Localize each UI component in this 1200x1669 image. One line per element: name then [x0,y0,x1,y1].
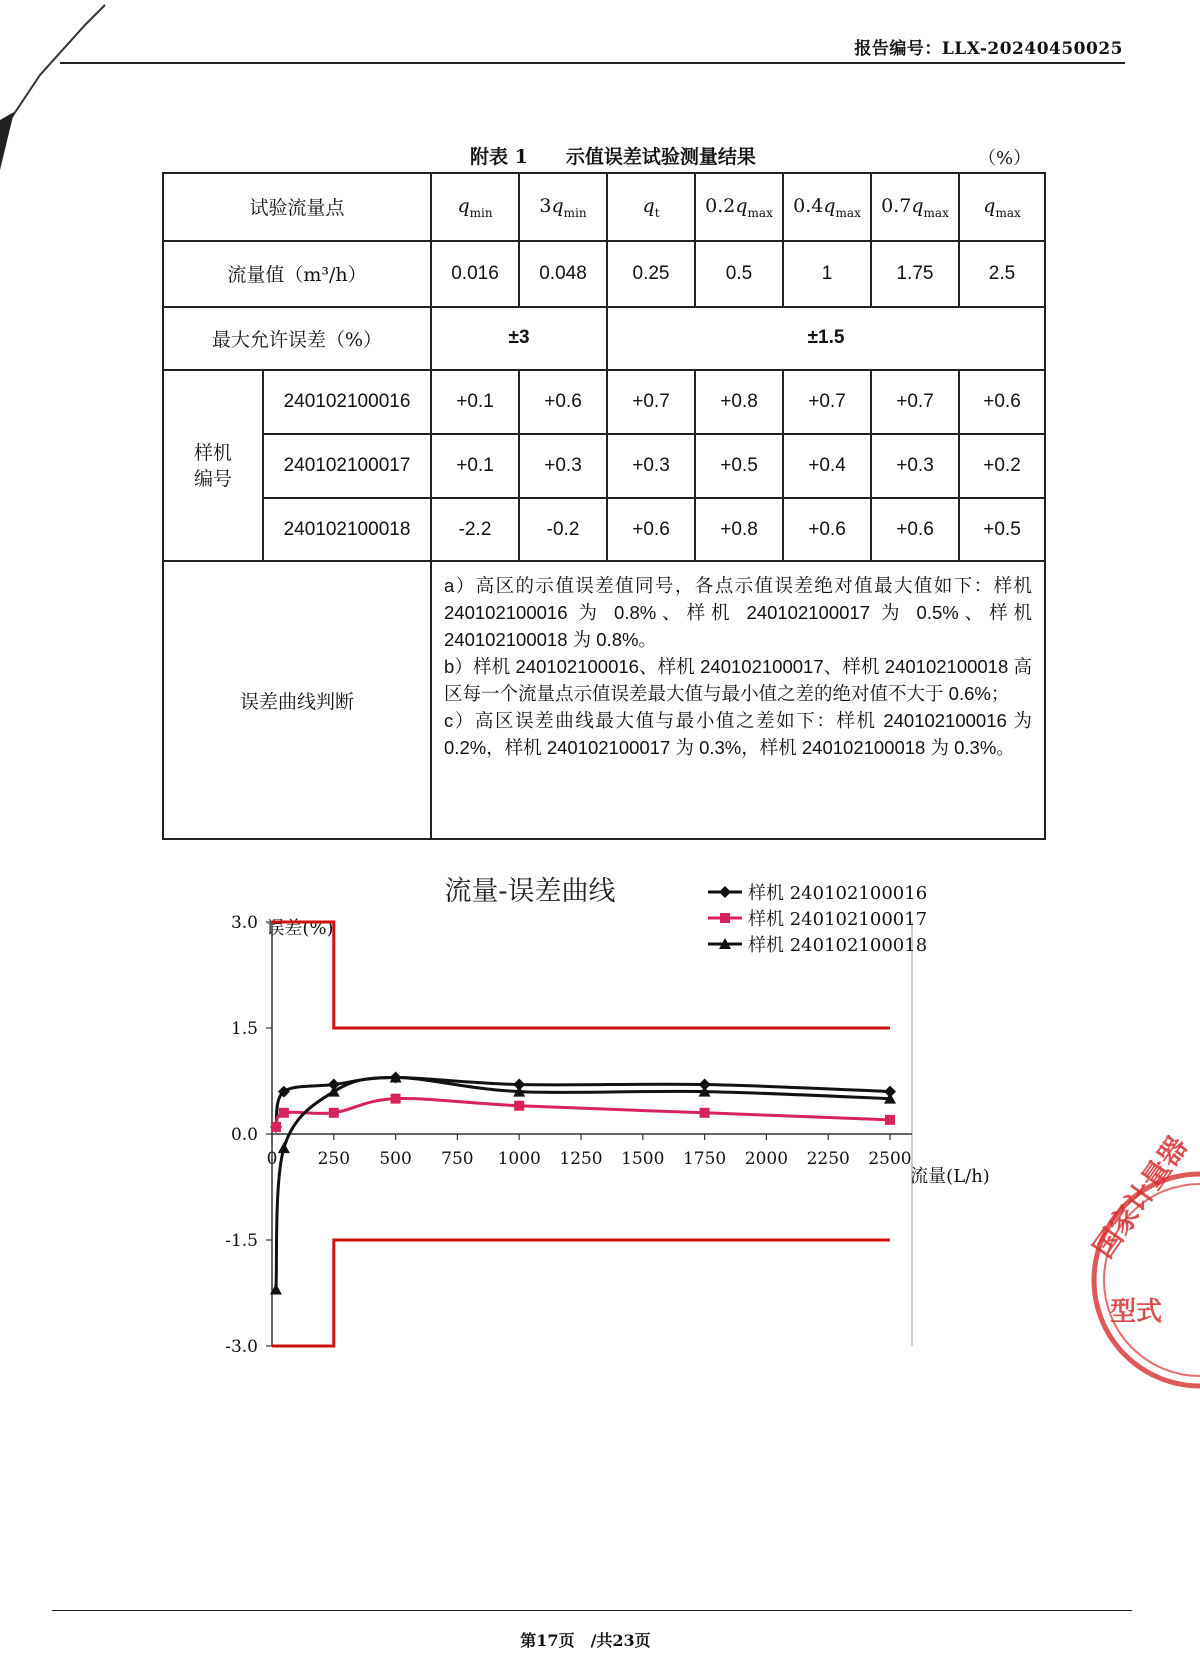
y-tick-label: 1.5 [230,1019,258,1039]
error-cell: +0.3 [519,434,607,498]
mpe-high-cell: ±1.5 [607,307,1045,371]
row-mpe [163,307,1045,371]
error-cell: +0.1 [431,370,519,434]
point-cell: $0.4q_{max}$ [783,173,871,241]
x-tick-label: 1250 [559,1149,603,1169]
table-unit: （%） [978,148,1032,169]
error-cell: +0.3 [871,434,959,498]
error-cell: +0.3 [607,434,695,498]
error-cell: +0.6 [519,370,607,434]
x-tick-label: 750 [441,1149,474,1169]
error-cell: +0.7 [607,370,695,434]
label-judgement: 误差曲线判断 [163,561,431,839]
row-sample-3 [163,498,1045,562]
page-number: 第17页 /共23页 [520,1631,651,1650]
chart-title: 流量-误差曲线 [444,876,616,907]
data-point-marker [720,913,730,923]
x-axis-label: 流量(L/h) [910,1166,990,1187]
x-tick-label: 1750 [682,1149,727,1169]
x-tick-label: 2250 [806,1149,850,1169]
flow-error-chart [225,860,1020,1470]
judgement-item-b: b）样机 240102100016、样机 240102100017、样机 240102100018 高区每一个流量点示值误差最大值与最小值之差的绝对值不大于 0.6%； [444,656,1033,705]
error-cell: +0.6 [959,370,1045,434]
judgement-item-c: c）高区误差曲线最大值与最小值之差如下：样机 240102100016 为 0.2%，样机 240102100017 为 0.3%，样机 240102100018 为 0.3%。 [444,710,1033,759]
series-line-2 [276,1099,890,1127]
flow-value-cell: 0.016 [431,241,519,307]
label-test-point: 试验流量点 [163,173,431,241]
y-tick-label: 0.0 [230,1125,258,1145]
legend-entry-label: 样机 240102100016 [748,883,928,904]
x-tick-label: 1000 [497,1149,541,1169]
scan-edge-mark [0,0,110,170]
error-cell: -2.2 [431,498,519,562]
error-cell: +0.6 [783,498,871,562]
error-cell: +0.6 [607,498,695,562]
sample-id-cell: 240102100017 [263,434,431,498]
flow-value-cell: 2.5 [959,241,1045,307]
limit-line-lower [272,1240,890,1346]
y-axis-label: 误差(%) [266,918,334,939]
svg-text:型式: 型式 [1110,1297,1163,1327]
flow-value-cell: 0.048 [519,241,607,307]
error-cell: +0.5 [695,434,783,498]
error-cell: -0.2 [519,498,607,562]
footer-rule [52,1610,1132,1611]
sample-id-cell: 240102100018 [263,498,431,562]
label-mpe: 最大允许误差（%） [163,307,431,371]
row-sample-2 [163,434,1045,498]
error-cell: +0.5 [959,498,1045,562]
error-cell: +0.7 [783,370,871,434]
svg-text:国家计量器: 国家计量器 [1086,1130,1195,1265]
x-tick-label: 0 [266,1149,278,1169]
mpe-low-cell: ±3 [431,307,607,371]
data-point-marker [328,1086,340,1097]
error-cell: +0.1 [431,434,519,498]
point-cell: $q_{min}$ [431,173,519,241]
label-flow-value: 流量值（m³/h） [163,241,431,307]
point-cell: $0.2q_{max}$ [695,173,783,241]
data-point-marker [329,1108,339,1118]
point-cell: $q_{max}$ [959,173,1045,241]
x-tick-label: 1500 [621,1149,665,1169]
header-rule [60,62,1125,64]
y-tick-label: 3.0 [230,913,258,933]
error-cell: +0.7 [871,370,959,434]
point-cell: $q_t$ [607,173,695,241]
judgement-text [431,561,1045,839]
point-cell: $3q_{min}$ [519,173,607,241]
flow-value-cell: 1 [783,241,871,307]
data-point-marker [719,886,731,898]
error-cell: +0.4 [783,434,871,498]
flow-value-cell: 0.5 [695,241,783,307]
data-point-marker [391,1094,401,1104]
table-caption: 附表 1 示值误差试验测量结果 [470,146,756,168]
y-tick-label: -3.0 [225,1337,258,1357]
label-sample: 样机 编号 [163,370,263,561]
row-flow-value [163,241,1045,307]
sample-id-cell: 240102100016 [263,370,431,434]
data-point-marker [514,1101,524,1111]
inspection-seal-stamp [1080,1130,1200,1400]
y-tick-label: -1.5 [225,1231,258,1251]
judgement-item-a: a）高区的示值误差值同号，各点示值误差绝对值最大值如下：样机 240102100016 为 0.8%、样机 240102100017 为 0.5%、样机 240102100018 为 0.8%。 [444,575,1033,651]
x-tick-label: 500 [379,1149,412,1169]
flow-value-cell: 0.25 [607,241,695,307]
error-cell: +0.8 [695,370,783,434]
results-table [162,172,1046,840]
flow-value-cell: 1.75 [871,241,959,307]
data-point-marker [271,1122,281,1132]
data-point-marker [278,1142,290,1153]
error-cell: +0.2 [959,434,1045,498]
data-point-marker [700,1108,710,1118]
row-judgement [163,561,1045,839]
data-point-marker [885,1115,895,1125]
chart-svg [225,860,1020,1470]
row-sample-1 [163,370,1045,434]
x-tick-label: 2500 [868,1149,912,1169]
legend-entry-label: 样机 240102100017 [748,909,928,930]
row-test-point [163,173,1045,241]
report-number: 报告编号：LLX-20240450025 [854,39,1123,59]
error-cell: +0.6 [871,498,959,562]
legend-entry-label: 样机 240102100018 [748,935,928,956]
error-cell: +0.8 [695,498,783,562]
x-tick-label: 250 [317,1149,351,1169]
x-tick-label: 2000 [744,1149,789,1169]
data-point-marker [279,1108,289,1118]
point-cell: $0.7q_{max}$ [871,173,959,241]
